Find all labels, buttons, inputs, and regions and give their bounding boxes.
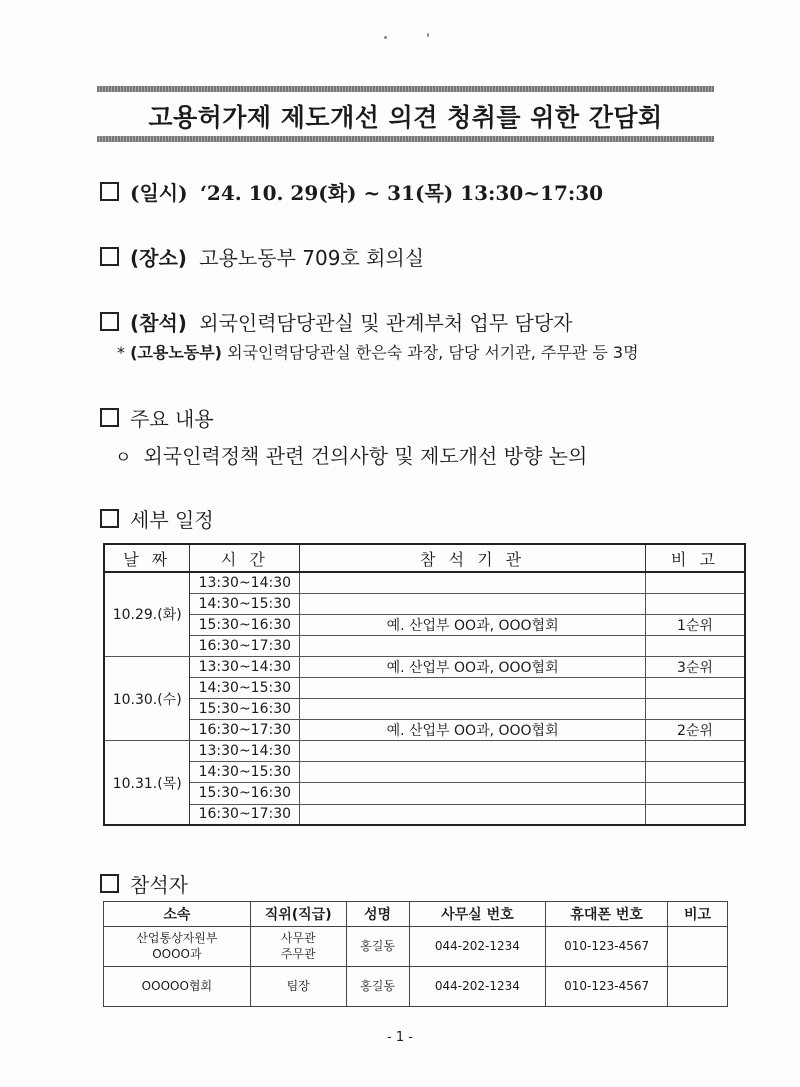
scan-speck xyxy=(384,36,387,39)
position-line: 주무관 xyxy=(280,946,316,961)
note-label: (고용노동부) xyxy=(130,343,222,362)
table-row xyxy=(104,720,745,741)
header-office: 사무실 번호 xyxy=(409,902,546,927)
note-asterisk: * xyxy=(117,343,131,362)
page-title: 고용허가제 제도개선 의견 청취를 위한 간담회 xyxy=(148,103,663,132)
org-cell xyxy=(300,593,646,614)
org-cell xyxy=(300,677,646,698)
datetime-value: ‘24. 10. 29(화) ~ 31(목) 13:30~17:30 xyxy=(199,181,604,205)
time-cell: 15:30~16:30 xyxy=(190,614,300,635)
time-cell: 16:30~17:30 xyxy=(190,720,300,741)
note-cell xyxy=(645,593,745,614)
title-bar xyxy=(97,86,714,142)
datetime-label: (일시) xyxy=(130,181,188,205)
note-cell xyxy=(668,927,728,967)
schedule-table xyxy=(103,543,746,826)
time-cell: 13:30~14:30 xyxy=(190,656,300,677)
table-row xyxy=(104,614,745,635)
date-cell: 10.29.(화) xyxy=(104,572,190,656)
time-cell: 15:30~16:30 xyxy=(190,783,300,804)
table-row xyxy=(104,741,745,762)
place-value: 고용노동부 709호 회의실 xyxy=(199,246,425,270)
title-rule-bottom xyxy=(97,136,714,142)
attendance-note xyxy=(117,340,639,363)
header-mobile: 휴대폰 번호 xyxy=(546,902,668,927)
org-cell xyxy=(300,804,646,825)
section-datetime xyxy=(100,177,603,206)
attendees-header-row xyxy=(104,902,728,927)
org-cell xyxy=(300,741,646,762)
affiliation-cell xyxy=(104,927,251,967)
note-cell: 1순위 xyxy=(645,614,745,635)
mobile-cell: 010-123-4567 xyxy=(546,927,668,967)
position-cell: 팀장 xyxy=(250,967,346,1007)
time-cell: 14:30~15:30 xyxy=(190,593,300,614)
square-bullet-icon xyxy=(100,874,119,893)
table-row xyxy=(104,572,745,593)
note-cell xyxy=(645,783,745,804)
note-cell xyxy=(645,677,745,698)
main-content-heading: 주요 내용 xyxy=(130,407,214,431)
table-row xyxy=(104,967,728,1007)
mobile-cell: 010-123-4567 xyxy=(546,967,668,1007)
table-row xyxy=(104,927,728,967)
header-name: 성명 xyxy=(346,902,409,927)
header-position: 직위(직급) xyxy=(250,902,346,927)
attendees-table xyxy=(103,901,728,1007)
name-cell: 홍길동 xyxy=(346,927,409,967)
section-attendance xyxy=(100,307,572,336)
table-row xyxy=(104,635,745,656)
place-label: (장소) xyxy=(130,246,187,270)
note-cell xyxy=(645,699,745,720)
time-cell: 13:30~14:30 xyxy=(190,572,300,593)
title-rule-top xyxy=(97,86,714,92)
time-cell: 14:30~15:30 xyxy=(190,677,300,698)
attendance-value: 외국인력담당관실 및 관계부처 업무 담당자 xyxy=(199,311,573,335)
note-cell xyxy=(645,804,745,825)
page-number: - 1 - xyxy=(387,1030,413,1045)
table-row xyxy=(104,804,745,825)
position-cell xyxy=(250,927,346,967)
header-note: 비 고 xyxy=(645,544,745,572)
table-row xyxy=(104,762,745,783)
affiliation-cell: OOOOO협회 xyxy=(104,967,251,1007)
note-cell xyxy=(645,741,745,762)
square-bullet-icon xyxy=(100,247,119,266)
attendance-label: (참석) xyxy=(130,311,187,335)
note-cell xyxy=(645,572,745,593)
org-cell xyxy=(300,762,646,783)
note-value: 외국인력담당관실 한은숙 과장, 담당 서기관, 주무관 등 3명 xyxy=(222,343,639,362)
table-row xyxy=(104,593,745,614)
note-cell xyxy=(645,762,745,783)
schedule-header-row xyxy=(104,544,745,572)
note-cell xyxy=(645,635,745,656)
org-cell: 예. 산업부 OO과, OOO협회 xyxy=(300,656,646,677)
affiliation-line: 산업통상자원부 xyxy=(136,930,218,945)
square-bullet-icon xyxy=(100,509,119,528)
time-cell: 13:30~14:30 xyxy=(190,741,300,762)
schedule-heading: 세부 일정 xyxy=(130,508,214,532)
note-cell xyxy=(668,967,728,1007)
main-content-text: 외국인력정책 관련 건의사항 및 제도개선 방향 논의 xyxy=(143,444,588,468)
org-cell: 예. 산업부 OO과, OOO협회 xyxy=(300,614,646,635)
table-row xyxy=(104,677,745,698)
time-cell: 15:30~16:30 xyxy=(190,699,300,720)
note-cell: 2순위 xyxy=(645,720,745,741)
header-date: 날 짜 xyxy=(104,544,190,572)
position-line: 사무관 xyxy=(280,930,316,945)
header-note: 비고 xyxy=(668,902,728,927)
date-cell: 10.31.(목) xyxy=(104,741,190,825)
main-content-item xyxy=(115,440,587,469)
office-cell: 044-202-1234 xyxy=(409,967,546,1007)
affiliation-line: OOOO과 xyxy=(152,946,202,961)
header-affiliation: 소속 xyxy=(104,902,251,927)
section-attendees xyxy=(100,869,188,898)
section-place xyxy=(100,242,424,271)
section-schedule xyxy=(100,504,214,533)
square-bullet-icon xyxy=(100,312,119,331)
section-main-content xyxy=(100,403,214,432)
org-cell xyxy=(300,699,646,720)
office-cell: 044-202-1234 xyxy=(409,927,546,967)
header-time: 시 간 xyxy=(190,544,300,572)
org-cell xyxy=(300,635,646,656)
org-cell: 예. 산업부 OO과, OOO협회 xyxy=(300,720,646,741)
note-cell: 3순위 xyxy=(645,656,745,677)
org-cell xyxy=(300,572,646,593)
square-bullet-icon xyxy=(100,182,119,201)
time-cell: 14:30~15:30 xyxy=(190,762,300,783)
table-row xyxy=(104,783,745,804)
time-cell: 16:30~17:30 xyxy=(190,635,300,656)
square-bullet-icon xyxy=(100,408,119,427)
attendees-heading: 참석자 xyxy=(130,873,188,897)
date-cell: 10.30.(수) xyxy=(104,656,190,740)
scan-speck xyxy=(427,33,429,37)
table-row xyxy=(104,699,745,720)
header-org: 참 석 기 관 xyxy=(300,544,646,572)
name-cell: 홍길동 xyxy=(346,967,409,1007)
org-cell xyxy=(300,783,646,804)
table-row xyxy=(104,656,745,677)
time-cell: 16:30~17:30 xyxy=(190,804,300,825)
circle-bullet-icon: ㅇ xyxy=(115,448,132,468)
